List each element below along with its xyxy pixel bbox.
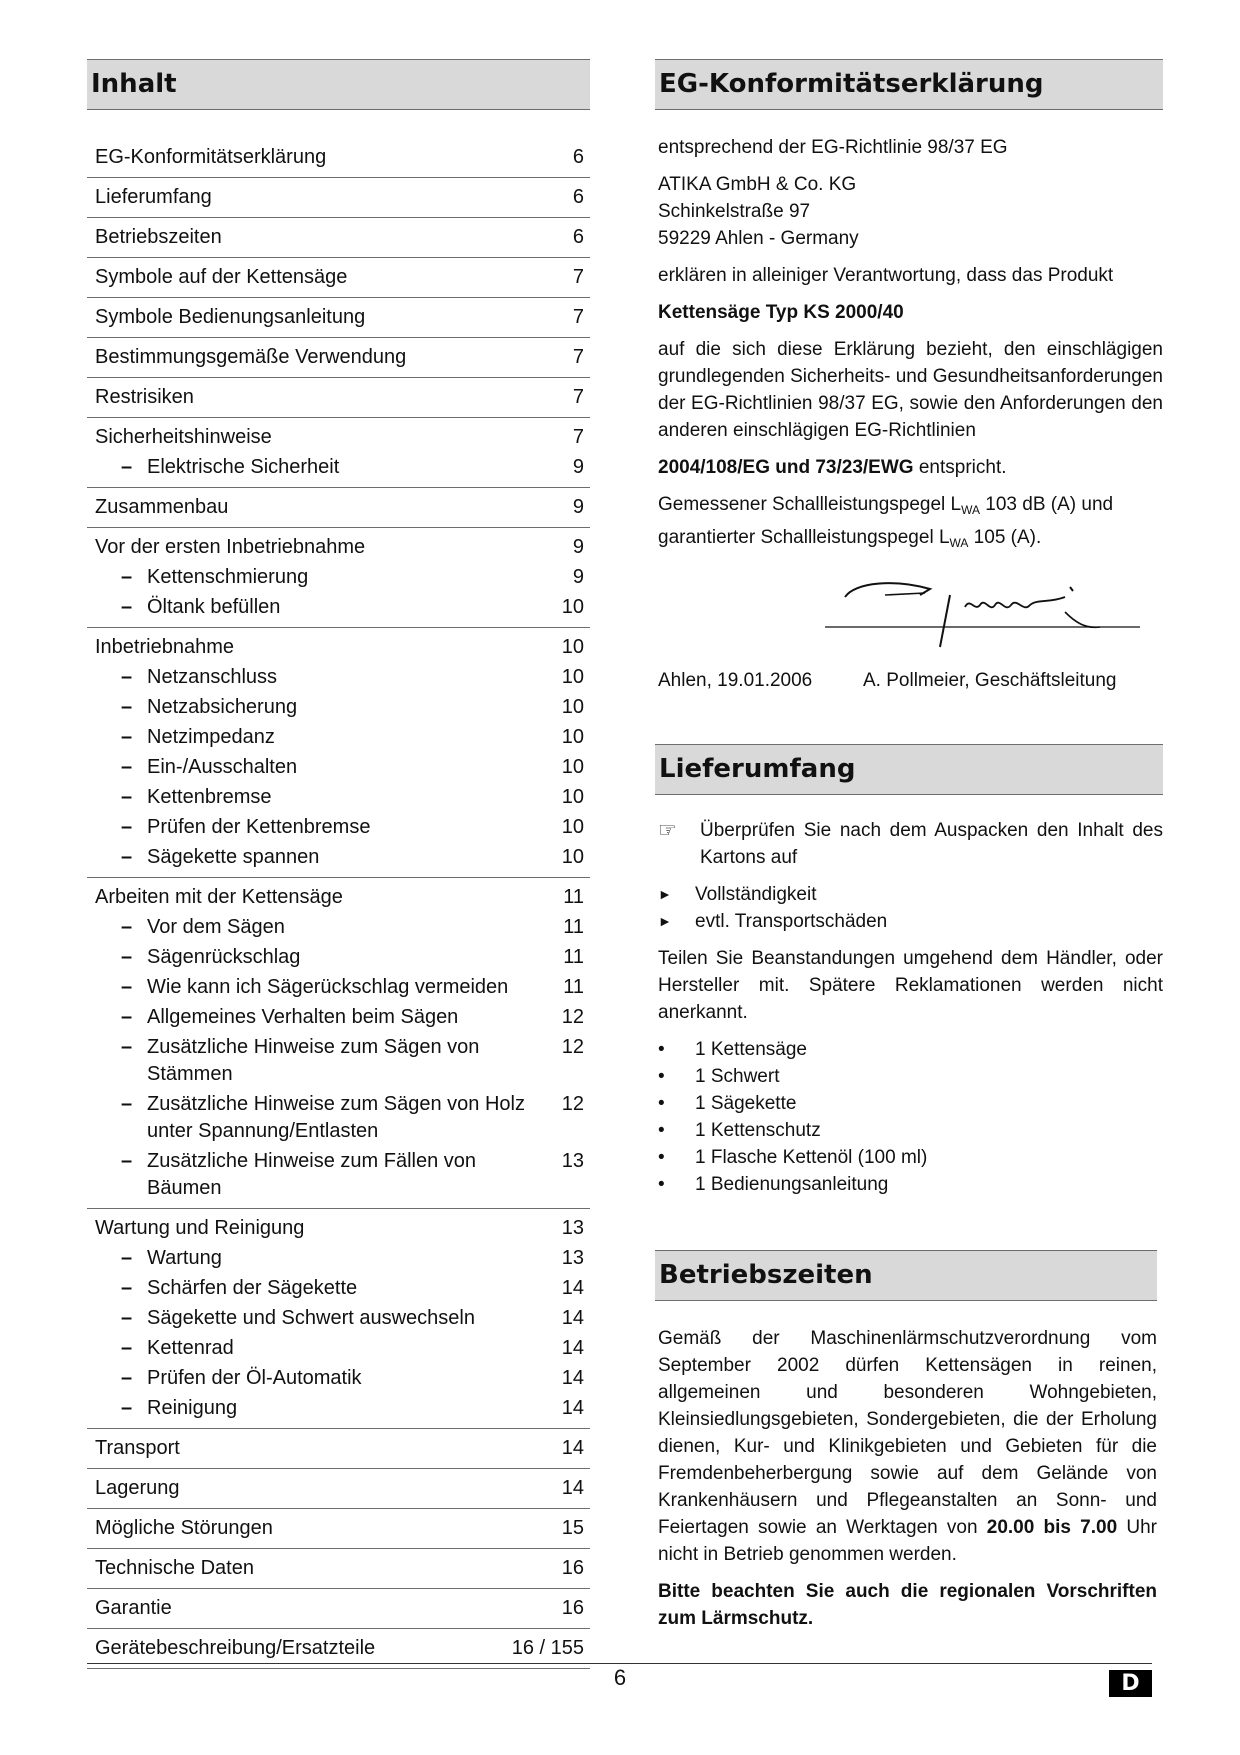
conformity-standards <box>655 454 1163 481</box>
toc-entry-title: Sicherheitshinweise <box>95 426 272 448</box>
toc-subentry-page: 9 <box>572 456 584 478</box>
company-city: 59229 Ahlen - Germany <box>658 228 859 249</box>
dash-icon: – <box>121 846 133 868</box>
toc-subentry-page: 10 <box>561 596 584 618</box>
toc-entry-page: 14 <box>561 1477 584 1499</box>
toc-entry-title: Technische Daten <box>95 1557 254 1579</box>
dash-icon: – <box>121 816 133 838</box>
toc-entry[interactable] <box>95 424 584 451</box>
toc-subentry-page: 10 <box>561 756 584 778</box>
toc-entry-title: Bestimmungsgemäße Verwendung <box>95 346 407 368</box>
dash-icon: – <box>121 1093 133 1115</box>
standards-rest: entspricht. <box>913 457 1007 478</box>
toc-subentry-page: 14 <box>561 1397 584 1419</box>
arrow-bullet-icon: ► <box>658 913 672 929</box>
toc-entry-page: 7 <box>572 346 584 368</box>
toc-subentry[interactable] <box>95 564 584 591</box>
toc-entry-page: 14 <box>561 1437 584 1459</box>
pointing-hand-icon: ☞ <box>658 819 677 842</box>
toc-entry[interactable] <box>95 224 584 251</box>
toc-subentry-title: Reinigung <box>147 1397 238 1419</box>
noise-guaranteed-value: 105 (A). <box>968 527 1042 548</box>
toc-subentry-page: 14 <box>561 1337 584 1359</box>
delivery-item <box>655 1171 1163 1198</box>
toc-subentry-page: 12 <box>561 1006 584 1028</box>
toc-entry-page: 15 <box>561 1517 584 1539</box>
toc-entry-page: 16 <box>561 1597 584 1619</box>
dash-icon: – <box>121 756 133 778</box>
conformity-heading: EG-Konformitätserklärung <box>655 59 1163 110</box>
toc-group <box>87 1509 590 1549</box>
arrow-bullet-icon: ► <box>658 886 672 902</box>
delivery-note-text: Überprüfen Sie nach dem Auspacken den Inhalt des Kartons auf <box>700 820 1163 868</box>
toc-entry-title: Gerätebeschreibung/Ersatzteile <box>95 1637 376 1659</box>
toc-group <box>87 258 590 298</box>
toc-subentry[interactable] <box>95 974 584 1001</box>
noise-subscript-2: WA <box>949 536 969 550</box>
delivery-complaint: Teilen Sie Beanstandungen umgehend dem Händler, oder Hersteller mit. Spätere Reklamationen werden nicht anerkannt. <box>658 948 1163 1023</box>
delivery-item <box>655 1063 1163 1090</box>
company-name: ATIKA GmbH & Co. KG <box>658 174 857 195</box>
bullet-icon: • <box>658 1039 665 1060</box>
handwritten-signature <box>825 567 1145 667</box>
toc-entry-title: Zusammenbau <box>95 496 229 518</box>
toc-subentry-page: 11 <box>563 976 584 998</box>
toc-entry-page: 7 <box>572 426 584 448</box>
right-column <box>655 59 1163 1642</box>
toc-subentry-page: 9 <box>572 566 584 588</box>
delivery-item-text: 1 Flasche Kettenöl (100 ml) <box>695 1147 928 1168</box>
toc-group <box>87 1429 590 1469</box>
delivery-item <box>655 1090 1163 1117</box>
toc-entry-page: 6 <box>572 186 584 208</box>
toc-subentry-page: 14 <box>561 1367 584 1389</box>
toc-subentry-page: 10 <box>561 786 584 808</box>
toc-subentry-title: Prüfen der Öl-Automatik <box>147 1367 362 1389</box>
toc-subentry[interactable] <box>95 724 584 751</box>
signature <box>655 567 1163 667</box>
toc-group <box>87 1209 590 1429</box>
toc-entry-page: 11 <box>563 886 584 908</box>
standards-bold: 2004/108/EG und 73/23/EWG <box>658 457 914 478</box>
toc-entry-title: Inbetriebnahme <box>95 636 234 658</box>
operating-times-notice: Bitte beachten Sie auch die regionalen Vorschriften zum Lärmschutz. <box>658 1581 1157 1629</box>
toc-subentry[interactable] <box>95 594 584 621</box>
conformity-body: auf die sich diese Erklärung bezieht, den einschlägigen grundlegenden Sicherheits- und Gesundheitsanforderungen der EG-Richtlinien 98/37 EG, sowie den Anforderungen den anderen einschlägigen EG-Richtlinien <box>658 339 1163 441</box>
dash-icon: – <box>121 1247 133 1269</box>
toc-subentry-title: Netzabsicherung <box>147 696 298 718</box>
toc-entry[interactable] <box>95 184 584 211</box>
toc-subentry[interactable] <box>95 664 584 691</box>
operating-times-heading: Betriebszeiten <box>655 1250 1157 1301</box>
toc-entry-title: Lieferumfang <box>95 186 212 208</box>
signature-line <box>655 667 1163 694</box>
signatory: A. Pollmeier, Geschäftsleitung <box>863 670 1117 691</box>
toc-group <box>87 378 590 418</box>
dash-icon: – <box>121 916 133 938</box>
toc-subentry[interactable] <box>95 754 584 781</box>
toc-subentry-title: Kettenrad <box>147 1337 234 1359</box>
toc-subentry-title: Kettenschmierung <box>147 566 309 588</box>
toc-entry[interactable] <box>95 304 584 331</box>
toc-subentry-title: Prüfen der Kettenbremse <box>147 816 371 838</box>
conformity-declaration: erklären in alleiniger Verantwortung, dass das Produkt <box>658 265 1114 286</box>
toc-entry-title: Symbole auf der Kettensäge <box>95 266 348 288</box>
toc-subentry[interactable] <box>95 914 584 941</box>
dash-icon: – <box>121 1006 133 1028</box>
toc-group <box>87 1549 590 1589</box>
company-address <box>655 171 1163 252</box>
toc-subentry-title: Zusätzliche Hinweise zum Sägen von Stämmen <box>147 1036 480 1085</box>
toc-subentry[interactable] <box>95 844 584 871</box>
toc-subentry[interactable] <box>95 454 584 481</box>
toc-entry[interactable] <box>95 264 584 291</box>
toc-group <box>87 528 590 628</box>
toc-list <box>87 138 590 1669</box>
toc-subentry-title: Zusätzliche Hinweise zum Sägen von Holz unter Spannung/Entlasten <box>147 1093 525 1142</box>
toc-group <box>87 878 590 1209</box>
toc-subentry-page: 10 <box>561 666 584 688</box>
dash-icon: – <box>121 1367 133 1389</box>
toc-entry-title: Transport <box>95 1437 180 1459</box>
toc-entry[interactable] <box>95 494 584 521</box>
product-name: Kettensäge Typ KS 2000/40 <box>658 302 904 323</box>
toc-entry-page: 7 <box>572 306 584 328</box>
dash-icon: – <box>121 976 133 998</box>
toc-entry[interactable] <box>95 344 584 371</box>
dash-icon: – <box>121 1397 133 1419</box>
delivery-item-text: 1 Kettenschutz <box>695 1120 821 1141</box>
toc-entry-page: 10 <box>561 636 584 658</box>
toc-entry[interactable] <box>95 1515 584 1542</box>
toc-subentry-title: Sägekette und Schwert auswechseln <box>147 1307 475 1329</box>
toc-entry-page: 16 / 155 <box>511 1637 584 1659</box>
toc-subentry-title: Schärfen der Sägekette <box>147 1277 358 1299</box>
delivery-note <box>655 817 1163 871</box>
dash-icon: – <box>121 566 133 588</box>
toc-subentry-title: Wie kann ich Sägerückschlag vermeiden <box>147 976 509 998</box>
toc-entry-title: Betriebszeiten <box>95 226 222 248</box>
dash-icon: – <box>121 1036 133 1058</box>
toc-entry-page: 7 <box>572 266 584 288</box>
noise-measured-value: 103 dB (A) und <box>980 494 1114 515</box>
toc-entry-page: 6 <box>572 146 584 168</box>
toc-subentry[interactable] <box>95 944 584 971</box>
toc-subentry-page: 10 <box>561 726 584 748</box>
operating-times-text <box>655 1325 1157 1568</box>
dash-icon: – <box>121 666 133 688</box>
operating-times-hours: 20.00 bis 7.00 <box>986 1517 1118 1538</box>
toc-subentry-title: Vor dem Sägen <box>147 916 285 938</box>
toc-entry-title: Garantie <box>95 1597 172 1619</box>
toc-entry-page: 9 <box>572 496 584 518</box>
dash-icon: – <box>121 726 133 748</box>
toc-subentry[interactable] <box>95 1091 584 1145</box>
bullet-icon: • <box>658 1174 665 1195</box>
noise-levels <box>655 491 1163 557</box>
bullet-icon: • <box>658 1066 665 1087</box>
toc-subentry[interactable] <box>95 694 584 721</box>
toc-subentry[interactable] <box>95 1148 584 1202</box>
toc-subentry-page: 10 <box>561 846 584 868</box>
toc-entry-title: Restrisiken <box>95 386 194 408</box>
toc-entry[interactable] <box>95 1595 584 1622</box>
bullet-icon: • <box>658 1147 665 1168</box>
toc-subentry-title: Elektrische Sicherheit <box>147 456 340 478</box>
toc-entry-title: Symbole Bedienungsanleitung <box>95 306 366 328</box>
company-street: Schinkelstraße 97 <box>658 201 811 222</box>
delivery-item-text: 1 Sägekette <box>695 1093 797 1114</box>
toc-subentry-title: Allgemeines Verhalten beim Sägen <box>147 1006 459 1028</box>
toc-subentry-title: Ein-/Ausschalten <box>147 756 298 778</box>
toc-subentry[interactable] <box>95 1004 584 1031</box>
toc-entry[interactable] <box>95 1475 584 1502</box>
dash-icon: – <box>121 696 133 718</box>
toc-group <box>87 138 590 178</box>
toc-entry[interactable] <box>95 534 584 561</box>
dash-icon: – <box>121 596 133 618</box>
toc-subentry-title: Sägekette spannen <box>147 846 320 868</box>
conformity-directive: entsprechend der EG-Richtlinie 98/37 EG <box>658 137 1008 158</box>
dash-icon: – <box>121 786 133 808</box>
operating-times-text-end: Uhr nicht in Betrieb genommen werden. <box>658 1517 1157 1565</box>
toc-entry[interactable] <box>95 384 584 411</box>
toc-group <box>87 1469 590 1509</box>
toc-entry[interactable] <box>95 884 584 911</box>
dash-icon: – <box>121 1307 133 1329</box>
toc-entry-title: EG-Konformitätserklärung <box>95 146 327 168</box>
delivery-checks <box>655 881 1163 935</box>
toc-subentry-title: Netzanschluss <box>147 666 278 688</box>
bullet-icon: • <box>658 1120 665 1141</box>
toc-subentry[interactable] <box>95 1395 584 1422</box>
toc-subentry-title: Zusätzliche Hinweise zum Fällen von Bäumen <box>147 1150 477 1199</box>
toc-subentry[interactable] <box>95 814 584 841</box>
delivery-item-text: 1 Bedienungsanleitung <box>695 1174 889 1195</box>
delivery-check-text: evtl. Transportschäden <box>695 911 888 932</box>
toc-heading: Inhalt <box>87 59 590 110</box>
toc-group <box>87 218 590 258</box>
toc-subentry[interactable] <box>95 1305 584 1332</box>
toc-subentry-page: 14 <box>561 1277 584 1299</box>
toc-subentry-page: 14 <box>561 1307 584 1329</box>
toc-subentry-page: 11 <box>563 946 584 968</box>
toc-entry[interactable] <box>95 144 584 171</box>
dash-icon: – <box>121 1337 133 1359</box>
operating-times-text-start: Gemäß der Maschinenlärmschutzverordnung vom September 2002 dürfen Kettensägen in reinen, allgemeinen und besonderen Wohngebieten, Kleinsiedlungsgebieten, Sondergebieten, die der Erholung dienen, Kur- und Klinikgebieten und Gebieten für die Fremdenbeherbergung sowie auf dem Gelände von Krankenhäusern und Pflegeanstalten an Sonn- und Feiertagen sowie an Werktagen von <box>658 1328 1157 1538</box>
toc-subentry-title: Wartung <box>147 1247 222 1269</box>
toc-subentry-page: 13 <box>561 1247 584 1269</box>
delivery-check-text: Vollständigkeit <box>695 884 817 905</box>
toc-subentry[interactable] <box>95 1335 584 1362</box>
toc-entry-page: 6 <box>572 226 584 248</box>
toc-subentry-page: 10 <box>561 816 584 838</box>
dash-icon: – <box>121 946 133 968</box>
dash-icon: – <box>121 456 133 478</box>
toc-entry-title: Arbeiten mit der Kettensäge <box>95 886 343 908</box>
delivery-item <box>655 1036 1163 1063</box>
toc-entry[interactable] <box>95 1635 584 1662</box>
toc-entry-title: Wartung und Reinigung <box>95 1217 305 1239</box>
toc-group <box>87 628 590 878</box>
toc-column <box>87 59 590 1669</box>
page-number: 6 <box>613 1665 627 1690</box>
toc-entry-title: Vor der ersten Inbetriebnahme <box>95 536 366 558</box>
toc-group <box>87 338 590 378</box>
dash-icon: – <box>121 1277 133 1299</box>
toc-entry[interactable] <box>95 634 584 661</box>
toc-entry[interactable] <box>95 1435 584 1462</box>
toc-group <box>87 488 590 528</box>
toc-entry-page: 13 <box>561 1217 584 1239</box>
toc-entry-title: Lagerung <box>95 1477 180 1499</box>
toc-subentry[interactable] <box>95 1365 584 1392</box>
delivery-item <box>655 1144 1163 1171</box>
toc-subentry[interactable] <box>95 784 584 811</box>
toc-entry[interactable] <box>95 1555 584 1582</box>
place-date: Ahlen, 19.01.2006 <box>658 670 813 691</box>
toc-subentry[interactable] <box>95 1275 584 1302</box>
toc-entry-page: 7 <box>572 386 584 408</box>
dash-icon: – <box>121 1150 133 1172</box>
toc-subentry-title: Kettenbremse <box>147 786 272 808</box>
delivery-item <box>655 1117 1163 1144</box>
toc-group <box>87 298 590 338</box>
toc-group <box>87 418 590 488</box>
toc-entry-page: 16 <box>561 1557 584 1579</box>
toc-subentry-page: 12 <box>561 1093 584 1115</box>
noise-guaranteed-label: garantierter Schallleistungspegel L <box>658 527 950 548</box>
toc-subentry-title: Sägenrückschlag <box>147 946 301 968</box>
language-badge: D <box>1109 1670 1152 1697</box>
toc-group <box>87 1589 590 1629</box>
noise-subscript: WA <box>961 503 981 517</box>
toc-subentry-page: 13 <box>561 1150 584 1172</box>
toc-entry-title: Mögliche Störungen <box>95 1517 273 1539</box>
delivery-item-text: 1 Schwert <box>695 1066 780 1087</box>
toc-entry[interactable] <box>95 1215 584 1242</box>
delivery-heading: Lieferumfang <box>655 744 1163 795</box>
toc-subentry[interactable] <box>95 1034 584 1088</box>
toc-subentry-page: 12 <box>561 1036 584 1058</box>
toc-subentry-page: 11 <box>563 916 584 938</box>
delivery-item-text: 1 Kettensäge <box>695 1039 807 1060</box>
delivery-check-item <box>655 881 1163 908</box>
toc-subentry-page: 10 <box>561 696 584 718</box>
toc-subentry-title: Öltank befüllen <box>147 596 281 618</box>
delivery-items <box>655 1036 1163 1198</box>
noise-measured-label: Gemessener Schallleistungspegel L <box>658 494 962 515</box>
bullet-icon: • <box>658 1093 665 1114</box>
toc-entry-page: 9 <box>572 536 584 558</box>
toc-subentry-title: Netzimpedanz <box>147 726 275 748</box>
delivery-check-item <box>655 908 1163 935</box>
toc-group <box>87 178 590 218</box>
toc-subentry[interactable] <box>95 1245 584 1272</box>
